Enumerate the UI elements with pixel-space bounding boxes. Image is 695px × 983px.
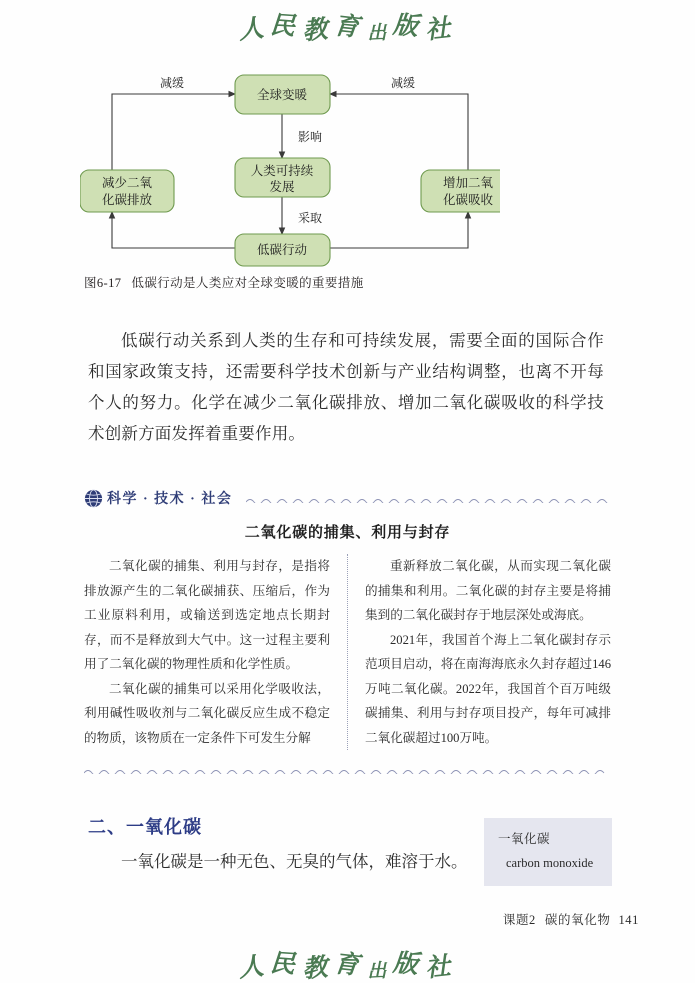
edge-absorb-to-warming xyxy=(330,94,468,170)
sts-header-label: 科学 · 技术 · 社会 xyxy=(107,492,233,507)
figure-caption xyxy=(84,273,364,291)
node-label: 减少二氧 xyxy=(101,176,153,190)
footer-topic: 碳的氧化物 xyxy=(544,913,611,927)
logo-char: 教 xyxy=(301,15,336,46)
logo-char: 人 xyxy=(237,14,273,45)
wave-divider-bottom xyxy=(84,764,611,774)
node-label: 化碳吸收 xyxy=(442,193,494,207)
edge-reduce-to-warming xyxy=(112,94,235,170)
figure-caption-text: 低碳行动是人类应对全球变暖的重要措施 xyxy=(131,276,364,290)
logo-char: 民 xyxy=(269,949,304,980)
section-heading: 二、一氧化碳 xyxy=(88,817,202,837)
diagram-node-sustainable-development xyxy=(235,158,330,197)
column-divider xyxy=(330,554,365,750)
edge-action-to-absorb xyxy=(330,212,468,248)
logo-char: 社 xyxy=(423,14,459,45)
edge-label-adopt: 采取 xyxy=(298,211,323,225)
logo-char: 教 xyxy=(301,953,336,983)
logo-char: 出 xyxy=(366,960,394,983)
sts-header xyxy=(84,485,611,511)
main-paragraph: 低碳行动关系到人类的生存和可持续发展，需要全面的国际合作和国家政策支持，还需要科学技术创新与产业结构调整，也离不开每个人的努力。化学在减少二氧化碳排放、增加二氧化碳吸收的科学技术创新方面发挥着重要作用。 xyxy=(88,331,604,443)
logo-char: 社 xyxy=(423,952,459,983)
vocabulary-term-en: carbon monoxide xyxy=(506,856,594,870)
diagram-node-increase-absorption xyxy=(421,170,500,212)
logo-char: 版 xyxy=(391,949,426,980)
edge-label-left-mitigate: 减缓 xyxy=(159,76,185,90)
diagram-node-reduce-emission xyxy=(80,170,174,212)
figure-number: 图6-17 xyxy=(84,276,122,290)
node-label: 人类可持续 xyxy=(250,164,314,178)
logo-char: 出 xyxy=(366,22,394,45)
logo-char: 育 xyxy=(333,950,368,981)
edge-label-right-mitigate: 减缓 xyxy=(390,76,416,90)
diagram-node-global-warming xyxy=(235,75,330,114)
node-label: 增加二氧 xyxy=(442,176,494,190)
section-paragraph: 一氧化碳是一种无色、无臭的气体，难溶于水。 xyxy=(121,852,468,871)
sts-left-para-1: 二氧化碳的捕集、利用与封存，是指将排放源产生的二氧化碳捕获、压缩后，作为工业原料利用，或输送到选定地点长期封存，而不是释放到大气中。这一过程主要利用了二氧化碳的物理性质和化学性质。 xyxy=(84,559,330,671)
diagram-node-low-carbon-action xyxy=(235,234,330,266)
publisher-logo-top xyxy=(0,8,695,44)
sts-left-column xyxy=(84,554,330,750)
sts-right-para-1: 重新释放二氧化碳，从而实现二氧化碳的捕集和利用。二氧化碳的封存主要是将捕集到的二氧化碳封存于地层深处或海底。 xyxy=(365,559,611,622)
dotted-rule xyxy=(347,554,348,750)
logo-char: 民 xyxy=(269,11,304,42)
publisher-logo-bottom xyxy=(0,946,695,982)
footer-chapter: 课题2 xyxy=(502,913,536,927)
sts-title: 二氧化碳的捕集、利用与封存 xyxy=(244,525,451,541)
edge-label-influence: 影响 xyxy=(298,130,323,144)
flow-diagram xyxy=(80,62,500,267)
sts-right-column xyxy=(365,554,611,750)
logo-char: 人 xyxy=(237,952,273,983)
sts-feature-box xyxy=(84,485,611,774)
vocabulary-box xyxy=(484,818,612,886)
globe-icon xyxy=(84,489,103,508)
wave-divider-top xyxy=(246,493,611,503)
sts-left-para-2: 二氧化碳的捕集可以采用化学吸收法，利用碱性吸收剂与二氧化碳反应生成不稳定的物质，该物质在一定条件下可发生分解 xyxy=(84,681,330,745)
sts-columns xyxy=(84,554,611,750)
logo-char: 育 xyxy=(333,12,368,43)
node-label: 发展 xyxy=(269,180,295,194)
logo-char: 版 xyxy=(391,11,426,42)
node-label: 化碳排放 xyxy=(101,193,153,207)
edge-action-to-reduce xyxy=(112,212,235,248)
node-label: 低碳行动 xyxy=(256,243,308,257)
vocabulary-term-zh: 一氧化碳 xyxy=(498,832,551,846)
node-label: 全球变暖 xyxy=(256,88,308,102)
page-footer xyxy=(503,910,639,928)
sts-right-para-2: 2021年，我国首个海上二氧化碳封存示范项目启动，将在南海海底永久封存超过146万吨二氧化碳。2022年，我国首个百万吨级碳捕集、利用与封存项目投产，每年可减排二氧化碳超过100万吨。 xyxy=(365,632,611,745)
page-number: 141 xyxy=(618,913,639,927)
